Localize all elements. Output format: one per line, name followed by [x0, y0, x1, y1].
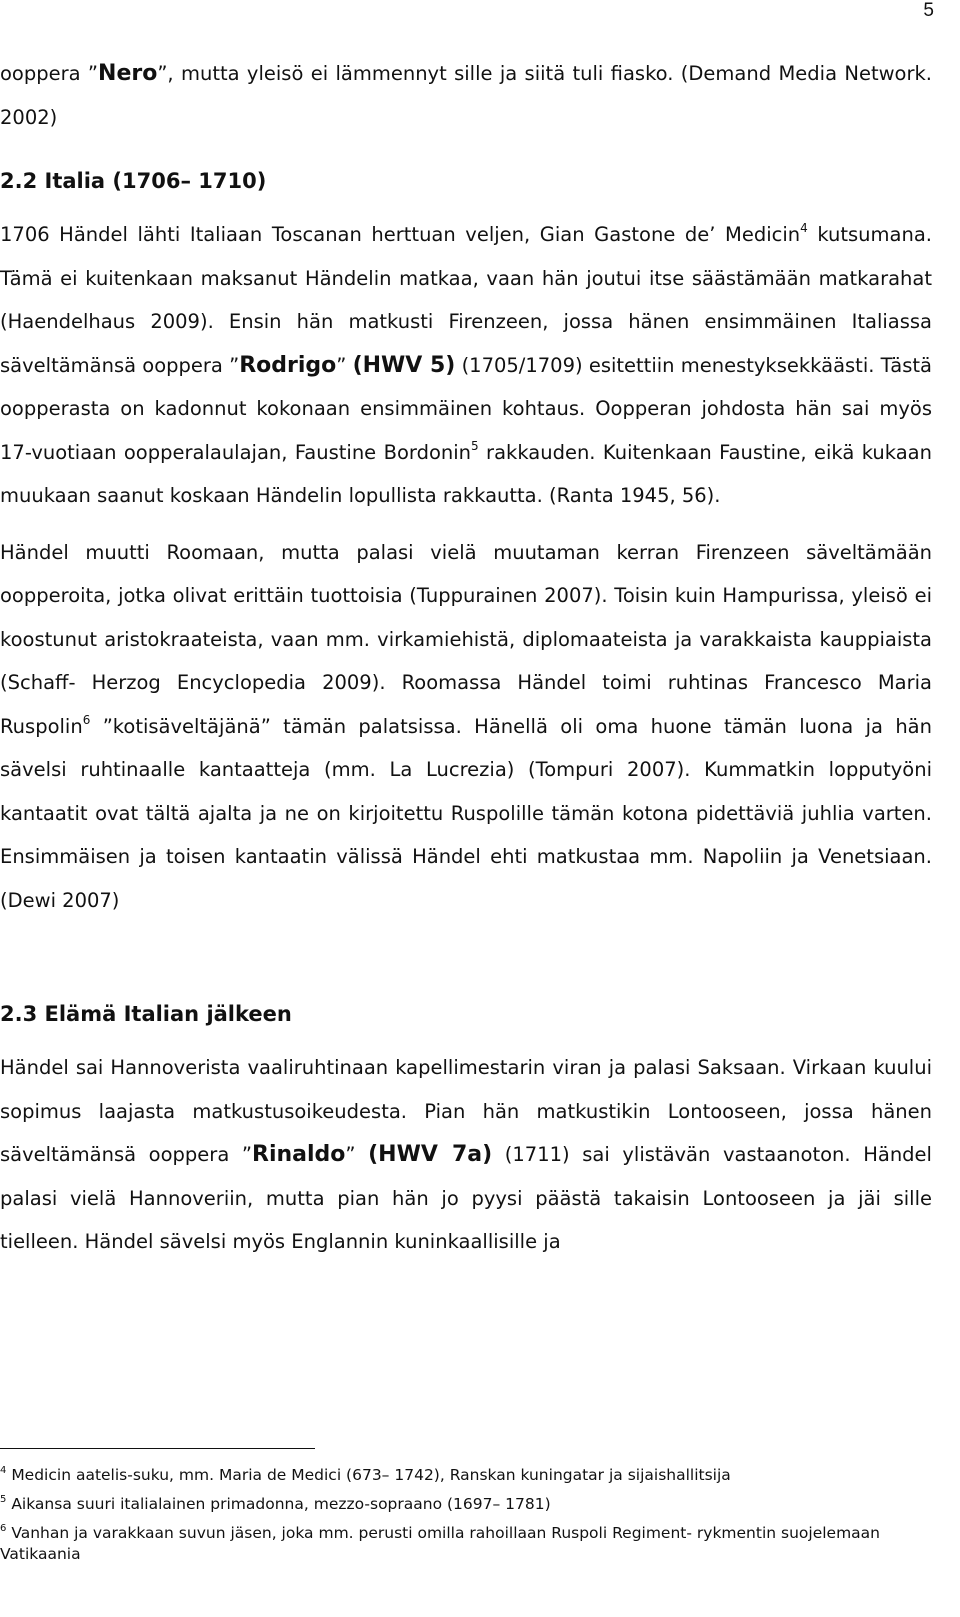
opera-title-nero: Nero [98, 61, 158, 86]
text: Händel sai Hannoverista vaaliruhtinaan kapellimestarin viran ja palasi Saksaan. Virkaan kuului sopimus laajasta matkustusoikeudesta. Pian hän matkustikin Lontooseen, jossa hänen säveltämänsä ooppera ” [0, 1056, 932, 1166]
footnote-5 [0, 1494, 940, 1515]
text: Händel muutti Roomaan, mutta palasi vielä muutaman kerran Firenzeen säveltämään oopperoita, jotka olivat erittäin tuottoisia (Tuppurainen 2007). Toisin kuin Hampurissa, yleisö ei koostunut aristokraateista, vaan mm. virkamiehistä, diplomaateista ja varakkaista kauppiaista (Schaff- Herzog Encyclopedia 2009). Roomassa Händel toimi ruhtinas Francesco Maria Ruspolin [0, 540, 932, 738]
paragraph-elama [0, 1046, 932, 1264]
hwv-number: (HWV 7a) [368, 1142, 493, 1167]
text: 1706 Händel lähti Italiaan Toscanan herttuan veljen, Gian Gastone de’ Medicin [0, 223, 801, 246]
hwv-number: (HWV 5) [352, 352, 456, 378]
paragraph-italia-2 [0, 531, 932, 923]
footnote-text: Medicin aatelis-suku, mm. Maria de Medici (673– 1742), Ranskan kuningatar ja sijaishallitsija [11, 1466, 731, 1484]
text: ”, mutta yleisö ei lämmennyt sille ja siitä tuli fiasko. (Demand Media Network. 2002) [0, 62, 932, 129]
text: ooppera ” [0, 62, 99, 85]
footnote-number: 5 [0, 1494, 7, 1505]
footnotes [0, 1448, 940, 1573]
text: (1711) sai ylistävän vastaanoton. Händel palasi vielä Hannoveriin, mutta pian hän jo pyysi päästä takaisin Lontooseen ja jäi sille tielleen. Händel sävelsi myös Englannin kuninkaallisille ja [0, 1143, 932, 1253]
footnote-ref-5: 5 [471, 438, 479, 453]
footnote-divider [0, 1448, 315, 1449]
footnote-number: 6 [0, 1523, 7, 1534]
text: rakkauden. Kuitenkaan Faustine, eikä kukaan muukaan saanut koskaan Händelin lopullista rakkautta. (Ranta 1945, 56). [0, 440, 932, 507]
text: (1705/1709) esitettiin menestyksekkäästi. Tästä oopperasta on kadonnut kokonaan ensimmäinen kohtaus. Oopperan johdosta hän sai myös 17-vuotiaan oopperalaulajan, Faustine Bordonin [0, 353, 932, 464]
text: ”kotisäveltäjänä” tämän palatsissa. Hänellä oli oma huone tämän luona ja hän sävelsi ruhtinaalle kantaatteja (mm. La Lucrezia) (Tompuri 2007). Kummatkin lopputyöni kantaatit ovat tältä ajalta ja ne on kirjoitettu Ruspolille tämän kotona pidettäviä juhlia varten. Ensimmäisen ja toisen kantaatin välissä Händel ehti matkustaa mm. Napoliin ja Venetsiaan. (Dewi 2007) [0, 714, 932, 912]
text: ” [345, 1143, 369, 1166]
opera-title-rinaldo: Rinaldo [252, 1142, 346, 1167]
footnote-number: 4 [0, 1465, 7, 1476]
opera-title-rodrigo: Rodrigo [239, 352, 337, 378]
footnote-6 [0, 1523, 940, 1565]
paragraph-italia-1 [0, 213, 932, 518]
footnote-ref-4: 4 [800, 221, 808, 235]
section-heading-2-2: 2.2 Italia (1706– 1710) [0, 169, 267, 193]
section-heading-2-3: 2.3 Elämä Italian jälkeen [0, 1002, 292, 1026]
footnote-text: Aikansa suuri italialainen primadonna, mezzo-sopraano (1697– 1781) [11, 1495, 551, 1513]
footnote-4 [0, 1465, 940, 1486]
page-number: 5 [923, 0, 934, 21]
footnote-text: Vanhan ja varakkaan suvun jäsen, joka mm. perusti omilla rahoillaan Ruspoli Regiment- rykmentin suojelemaan Vatikaania [0, 1524, 880, 1563]
footnote-ref-6: 6 [82, 712, 91, 727]
text: ” [336, 353, 353, 377]
paragraph-nero [0, 52, 932, 139]
text: kutsumana. Tämä ei kuitenkaan maksanut Händelin matkaa, vaan hän joutui itse säästämään matkarahat (Haendelhaus 2009). Ensin hän matkusti Firenzeen, jossa hänen ensimmäinen Italiassa säveltämänsä ooppera ” [0, 223, 932, 377]
document-body [0, 52, 932, 1277]
